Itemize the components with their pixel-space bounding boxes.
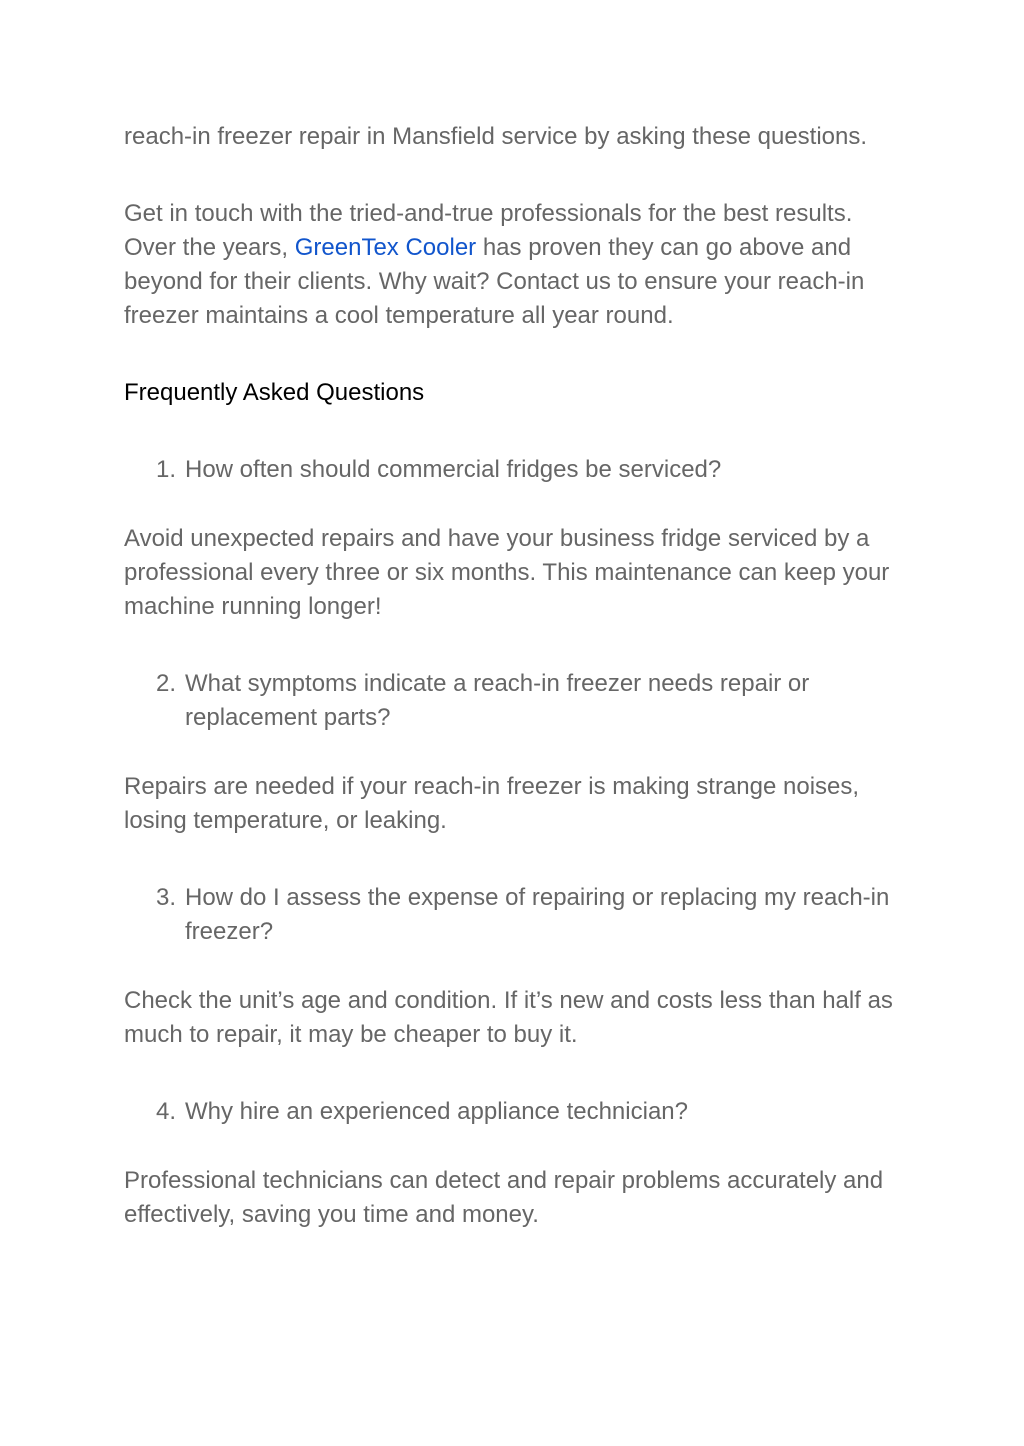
faq-question-text: How do I assess the expense of repairing or replacing my reach-in freezer? bbox=[185, 884, 890, 945]
faq-answer-1: Avoid unexpected repairs and have your business fridge serviced by a professional every three or six months. This maintenance can keep your machine running longer! bbox=[124, 525, 890, 620]
faq-question-2 bbox=[124, 667, 904, 735]
contact-paragraph bbox=[124, 197, 904, 333]
faq-number: 4. bbox=[155, 1098, 176, 1125]
document-page bbox=[124, 120, 904, 1275]
faq-question-1 bbox=[124, 453, 904, 487]
faq-answer-3: Check the unit’s age and condition. If it’s new and costs less than half as much to repair, it may be cheaper to buy it. bbox=[124, 987, 893, 1048]
faq-number: 2. bbox=[155, 670, 176, 697]
faq-question-text: How often should commercial fridges be serviced? bbox=[185, 456, 722, 483]
faq-question-text: Why hire an experienced appliance technician? bbox=[185, 1098, 688, 1125]
contact-text-after: has proven they can go above and beyond for their clients. Why wait? Contact us to ensure your reach-in freezer maintains a cool temperature all year round. bbox=[124, 234, 865, 329]
faq-answer-2: Repairs are needed if your reach-in freezer is making strange noises, losing temperature, or leaking. bbox=[124, 773, 860, 834]
faq-question-3 bbox=[124, 881, 904, 949]
greentex-cooler-link[interactable]: GreenTex Cooler bbox=[294, 234, 477, 261]
intro-paragraph: reach-in freezer repair in Mansfield service by asking these questions. bbox=[124, 123, 868, 150]
faq-number: 1. bbox=[155, 456, 176, 483]
contact-text-before: Get in touch with the tried-and-true professionals for the best results. Over the years, bbox=[124, 200, 853, 261]
faq-question-text: What symptoms indicate a reach-in freezer needs repair or replacement parts? bbox=[185, 670, 810, 731]
faq-number: 3. bbox=[155, 884, 176, 911]
faq-answer-4: Professional technicians can detect and repair problems accurately and effectively, saving you time and money. bbox=[124, 1167, 884, 1228]
faq-heading: Frequently Asked Questions bbox=[124, 379, 425, 406]
faq-question-4 bbox=[124, 1095, 904, 1129]
